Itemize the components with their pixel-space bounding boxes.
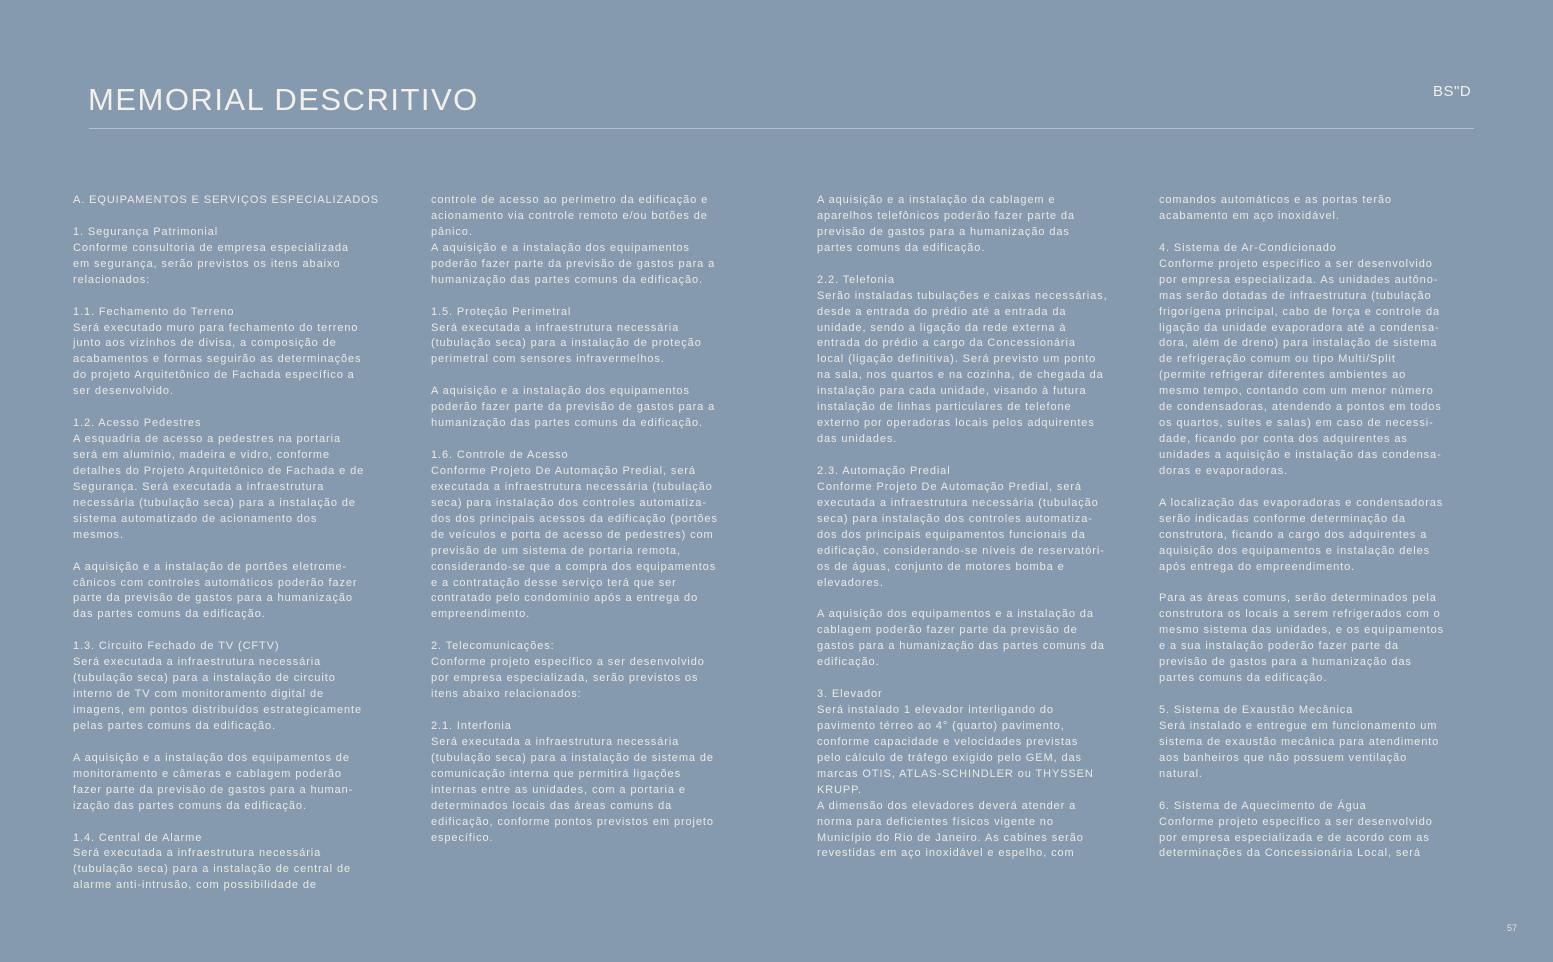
text-line: A esquadria de acesso a pedestres na portaria — [73, 433, 341, 446]
text-line: 1.6. Controle de Acesso — [431, 449, 569, 461]
text-line: relacionados: — [73, 273, 151, 286]
text-line — [1159, 783, 1444, 799]
text-line: doras e evaporadoras. — [1159, 464, 1288, 477]
text-line: dade, ficando por conta dos adquirentes as — [1159, 433, 1408, 446]
text-line: de condensadoras, atendendo a pontos em todos — [1159, 401, 1442, 414]
text-line: por empresa especializada e de acordo com as — [1159, 831, 1430, 844]
text-line: acabamentos e formas seguirão as determinações — [73, 353, 362, 366]
text-line: internas entre as unidades, com a portaria e — [431, 783, 686, 796]
text-line: local (ligação definitiva). Será previsto um ponto — [817, 353, 1097, 366]
text-line: entrada do prédio a cargo da Concessionária — [817, 337, 1076, 350]
page-number: 57 — [1507, 923, 1518, 933]
text-line: Será executada a infraestrutura necessária — [73, 656, 322, 669]
text-line — [73, 815, 379, 831]
text-line: Será instalado e entregue em funcionamento um — [1159, 719, 1438, 732]
text-line: contratado pelo condomínio após a entrega do — [431, 592, 699, 605]
text-line: instalação de linhas particulares de telefone — [817, 401, 1072, 414]
text-line — [73, 289, 379, 305]
text-column-3 — [817, 193, 1108, 862]
text-line: previsão de gastos para a humanização das — [817, 225, 1070, 238]
text-line: em segurança, serão previstos os itens abaixo — [73, 257, 341, 270]
text-line: frigorígena principal, cabo de força e controle da — [1159, 305, 1441, 318]
text-line: A aquisição dos equipamentos e a instalação da — [817, 608, 1094, 621]
text-line: comandos automáticos e as portas terão — [1159, 194, 1392, 206]
text-line: unidades a aquisição e instalação das condensa- — [1159, 449, 1442, 461]
text-line: A localização das evaporadoras e condensadoras — [1159, 496, 1444, 509]
text-line: partes comuns da edificação. — [1159, 672, 1328, 685]
text-line — [817, 448, 1108, 464]
text-line: aquisição dos equipamentos e instalação deles — [1159, 544, 1431, 557]
text-line: (tubulação seca) para a instalação de circuito — [73, 672, 336, 685]
text-line: Conforme projeto específico a ser desenvolvido — [431, 656, 705, 669]
page-title: MEMORIAL DESCRITIVO — [88, 82, 479, 117]
text-line: (tubulação seca) para a instalação de proteção — [431, 337, 702, 350]
text-line: A aquisição e a instalação de portões eletrome- — [73, 560, 348, 573]
text-line: 2.1. Interfonia — [431, 719, 512, 732]
text-line: Conforme consultoria de empresa especializada — [73, 241, 349, 254]
text-line — [73, 735, 379, 751]
text-line: considerando-se que a compra dos equipamentos — [431, 560, 717, 573]
text-line: e a contratação desse serviço terá que ser — [431, 576, 677, 589]
text-line — [1159, 480, 1444, 496]
text-line: por empresa especializada, serão previstos os — [431, 672, 699, 685]
text-line: (tubulação seca) para a instalação de central de — [73, 863, 352, 876]
text-line: Conforme Projeto De Automação Predial, será — [431, 464, 696, 477]
text-line: marcas OTIS, ATLAS-SCHINDLER ou THYSSEN — [817, 767, 1094, 780]
text-line: desde a entrada do prédio até a entrada da — [817, 305, 1067, 318]
text-line: determinações da Concessionária Local, será — [1159, 847, 1421, 860]
text-line: 2. Telecomunicações: — [431, 640, 555, 653]
text-line: acabamento em aço inoxidável. — [1159, 209, 1340, 222]
text-line: Será instalado 1 elevador interligando do — [817, 704, 1054, 716]
text-line: Segurança. Será executada a infraestrutura — [73, 480, 325, 493]
text-line: cablagem poderão fazer parte da previsão de — [817, 624, 1078, 637]
text-line: Será executado muro para fechamento do terreno — [73, 321, 359, 334]
text-line: específico. — [431, 831, 494, 844]
text-line: Será executada a infraestrutura necessária — [431, 735, 680, 748]
text-line: executada a infraestrutura necessária (tubulação — [817, 496, 1099, 509]
text-line: será em alumínio, madeira e vidro, conforme — [73, 449, 330, 461]
text-line: controle de acesso ao perímetro da edificação e — [431, 194, 709, 206]
text-line: humanização das partes comuns da edificação. — [431, 273, 703, 286]
text-line: A aquisição e a instalação dos equipamentos — [431, 241, 690, 254]
text-line: ligação da unidade evaporadora até a condensa- — [1159, 321, 1440, 334]
text-line — [431, 623, 718, 639]
text-line: A aquisição e a instalação da cablagem e — [817, 194, 1056, 206]
text-line: de refrigeração comum ou tipo Multi/Split — [1159, 353, 1396, 366]
text-line: perimetral com sensores infravermelhos. — [431, 353, 665, 366]
text-column-4 — [1159, 193, 1444, 862]
text-line: poderão fazer parte da previsão de gastos para a — [431, 401, 716, 414]
text-line: A aquisição e a instalação dos equipamentos — [431, 385, 690, 398]
text-line: cânicos com controles automáticos poderão fazer — [73, 576, 358, 589]
text-line: A aquisição e a instalação dos equipamentos de — [73, 751, 350, 764]
text-line: imagens, em pontos distribuídos estrategicamente — [73, 704, 362, 716]
text-line: alarme anti-intrusão, com possibilidade de — [73, 879, 317, 892]
text-line: acionamento via controle remoto e/ou botões de — [431, 209, 708, 222]
text-line: A. EQUIPAMENTOS E SERVIÇOS ESPECIALIZADOS — [73, 194, 379, 206]
text-line — [431, 289, 718, 305]
text-line: (tubulação seca) para a instalação de sistema de — [431, 751, 714, 764]
text-line: 1.1. Fechamento do Terreno — [73, 305, 235, 318]
text-line: revestidas em aço inoxidável e espelho, com — [817, 847, 1075, 860]
text-line: ser desenvolvido. — [73, 385, 174, 398]
text-line: construtora, ficando a cargo dos adquirentes a — [1159, 528, 1428, 541]
text-line: comunicação interna que permitirá ligações — [431, 767, 681, 780]
text-line: mas serão dotadas de infraestrutura (tubulação — [1159, 289, 1432, 302]
text-line: humanização das partes comuns da edificação. — [431, 417, 703, 430]
text-line: norma para deficientes físicos vigente no — [817, 815, 1054, 828]
text-line: instalação para cada unidade, visando à futura — [817, 385, 1087, 398]
text-line: na sala, nos quartos e na cozinha, de chegada da — [817, 369, 1104, 382]
text-line: aparelhos telefônicos poderão fazer parte da — [817, 209, 1075, 222]
text-line: edificação, considerando-se níveis de reservatóri- — [817, 544, 1105, 557]
text-line: detalhes do Projeto Arquitetônico de Fachada e de — [73, 464, 365, 477]
text-line: Será executada a infraestrutura necessária — [73, 847, 322, 860]
text-line: gastos para a humanização das partes comuns da — [817, 640, 1105, 653]
text-line: 1. Segurança Patrimonial — [73, 225, 219, 238]
text-line: pânico. — [431, 225, 473, 238]
text-line: das unidades. — [817, 433, 898, 446]
text-line: construtora os locais a serem refrigerados com o — [1159, 608, 1441, 621]
text-line: mesmos. — [73, 528, 124, 541]
text-line — [73, 544, 379, 560]
text-line: 4. Sistema de Ar-Condicionado — [1159, 241, 1337, 254]
text-line — [1159, 687, 1444, 703]
text-line: conforme capacidade e velocidades previstas — [817, 735, 1079, 748]
text-line: e a sua instalação poderão fazer parte da — [1159, 640, 1399, 653]
brand-mark: BS"D — [1433, 83, 1472, 100]
text-line: serão indicadas conforme determinação da — [1159, 512, 1406, 525]
text-line: dora, além de dreno) para instalação de sistema — [1159, 337, 1438, 350]
text-line: KRUPP. — [817, 783, 862, 796]
text-line: empreendimento. — [431, 608, 531, 621]
text-line: Município do Rio de Janeiro. As cabines serão — [817, 831, 1084, 844]
text-line: ização das partes comuns da edificação. — [73, 799, 307, 812]
text-line: 3. Elevador — [817, 688, 883, 701]
text-line: Conforme projeto específico a ser desenvolvido — [1159, 257, 1433, 270]
text-line: sistema automatizado de acionamento dos — [73, 512, 318, 525]
text-line: mesmo tempo, contando com um menor número — [1159, 385, 1434, 398]
text-line: elevadores. — [817, 576, 884, 589]
text-line: pavimento térreo ao 4° (quarto) pavimento, — [817, 719, 1065, 732]
text-line — [431, 703, 718, 719]
text-line: de veículos e porta de acesso de pedestres) com — [431, 528, 714, 541]
text-line: 2.2. Telefonia — [817, 273, 895, 286]
text-line — [817, 591, 1108, 607]
text-line — [1159, 576, 1444, 592]
text-line: pelo cálculo de tráfego exigido pelo GEM, das — [817, 751, 1082, 764]
text-line: 1.2. Acesso Pedestres — [73, 417, 202, 430]
text-line: Conforme Projeto De Automação Predial, será — [817, 480, 1082, 493]
text-line: das partes comuns da edificação. — [73, 608, 266, 621]
title-divider — [89, 128, 1474, 129]
text-column-2 — [431, 193, 718, 846]
text-line: junto aos vizinhos de divisa, a composição de — [73, 337, 337, 350]
text-line: seca) para instalação dos controles automatiza- — [817, 512, 1093, 525]
text-line: A dimensão dos elevadores deverá atender a — [817, 799, 1077, 812]
text-line: 1.5. Proteção Perimetral — [431, 305, 572, 318]
text-line: seca) para instalação dos controles automatiza- — [431, 496, 707, 509]
text-line: Será executada a infraestrutura necessária — [431, 321, 680, 334]
text-line: externo por operadoras locais pelos adquirentes — [817, 417, 1095, 430]
text-line — [431, 368, 718, 384]
text-line — [73, 400, 379, 416]
text-line: os de águas, conjunto de motores bomba e — [817, 560, 1065, 573]
text-line: poderão fazer parte da previsão de gastos para a — [431, 257, 716, 270]
text-line: itens abaixo relacionados: — [431, 688, 582, 701]
text-line: pelas partes comuns da edificação. — [73, 719, 277, 732]
text-line: sistema de exaustão mecânica para atendimento — [1159, 735, 1440, 748]
text-line: Serão instaladas tubulações e caixas necessárias, — [817, 289, 1108, 302]
text-line: por empresa especializada. As unidades autôno- — [1159, 273, 1439, 286]
text-line: após entrega do empreendimento. — [1159, 560, 1356, 573]
text-line — [1159, 225, 1444, 241]
text-line: 5. Sistema de Exaustão Mecânica — [1159, 704, 1354, 716]
text-line: Para as áreas comuns, serão determinados pela — [1159, 592, 1437, 605]
text-line: determinados locais das áreas comuns da — [431, 799, 673, 812]
text-line: 6. Sistema de Aquecimento de Água — [1159, 799, 1367, 812]
text-line: executada a infraestrutura necessária (tubulação — [431, 480, 713, 493]
text-line: parte da previsão de gastos para a humanização — [73, 592, 353, 605]
text-line: dos dos principais equipamentos funcionais da — [817, 528, 1086, 541]
text-line: aos banheiros que não possuem ventilação — [1159, 751, 1408, 764]
text-line: Conforme projeto específico a ser desenvolvido — [1159, 815, 1433, 828]
text-line — [431, 432, 718, 448]
text-line: os quartos, suítes e salas) em caso de necessi- — [1159, 417, 1434, 430]
text-line: previsão de gastos para a humanização das — [1159, 656, 1412, 669]
text-line — [817, 671, 1108, 687]
text-line: edificação. — [817, 656, 880, 669]
text-line: do projeto Arquitetônico de Fachada específico a — [73, 369, 355, 382]
text-column-1 — [73, 193, 379, 894]
text-line: necessária (tubulação seca) para a instalação de — [73, 496, 356, 509]
text-line — [73, 209, 379, 225]
text-line: monitoramento e câmeras e cablagem poderão — [73, 767, 342, 780]
text-line — [73, 623, 379, 639]
text-line: natural. — [1159, 767, 1203, 780]
text-line: 2.3. Automação Predial — [817, 464, 951, 477]
text-line: (permite refrigerar diferentes ambientes ao — [1159, 369, 1407, 382]
text-line: 1.3. Circuito Fechado de TV (CFTV) — [73, 640, 280, 653]
text-line: edificação, conforme pontos previstos em projeto — [431, 815, 714, 828]
text-line: interno de TV com monitoramento digital de — [73, 688, 324, 701]
text-line: dos dos principais acessos da edificação (portões — [431, 512, 718, 525]
text-line: mesmo sistema das unidades, e os equipamentos — [1159, 624, 1445, 637]
text-line: partes comuns da edificação. — [817, 241, 986, 254]
text-line: fazer parte da previsão de gastos para a human- — [73, 783, 354, 796]
text-line: 1.4. Central de Alarme — [73, 831, 203, 844]
text-line: previsão de um sistema de portaria remota, — [431, 544, 681, 557]
text-line — [817, 257, 1108, 273]
text-line: unidade, sendo a ligação da rede externa à — [817, 321, 1067, 334]
